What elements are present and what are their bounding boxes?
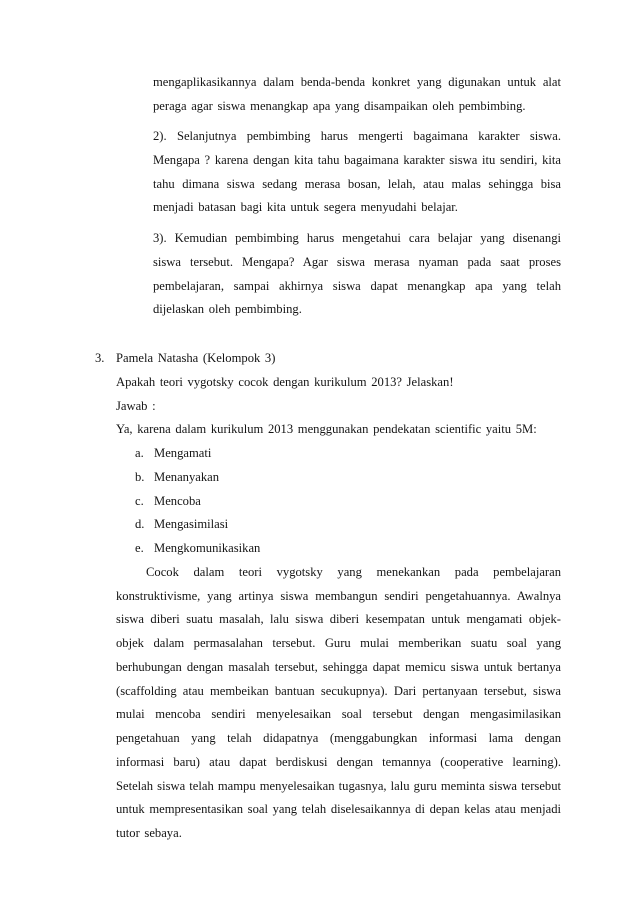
question-asker: Pamela Natasha (Kelompok 3): [116, 351, 276, 365]
paragraph-line: 2). Selanjutnya pembimbing harus mengerti bagaimana karakter siswa.: [153, 129, 561, 143]
list-marker: d.: [135, 517, 145, 532]
list-item-text: Mengamati: [154, 446, 212, 460]
paragraph-line: berhubungan dengan masalah tersebut, sehingga dapat memicu siswa untuk bertanya: [116, 659, 561, 674]
paragraph-line: (scaffolding atau membeikan bantuan secukupnya). Dari pertanyaan tersebut, siswa: [116, 683, 561, 698]
question-text: Apakah teori vygotsky cocok dengan kurikulum 2013? Jelaskan!: [116, 374, 454, 389]
question-number: 3.: [95, 351, 105, 365]
list-item: [135, 442, 561, 466]
list-item-text: Menanyakan: [154, 469, 220, 484]
paragraph-line: pembelajaran, sampai akhirnya siswa dapat menangkap apa yang telah: [153, 278, 561, 293]
answer-label: Jawab :: [116, 398, 156, 413]
list-marker: e.: [135, 541, 144, 555]
list-item: [135, 490, 561, 514]
list-item: [135, 537, 561, 561]
list-marker: c.: [135, 493, 144, 508]
paragraph-line: tutor sebaya.: [116, 826, 182, 840]
answer-intro: Ya, karena dalam kurikulum 2013 menggunakan pendekatan scientific yaitu 5M:: [116, 422, 537, 437]
paragraph-line: Setelah siswa telah mampu menyelesaikan tugasnya, lalu guru meminta siswa tersebut: [116, 778, 561, 793]
list-item-text: Mengkomunikasikan: [154, 541, 261, 555]
paragraph-line: pengetahuan yang telah didapatnya (menggabungkan informasi lama dengan: [116, 731, 561, 745]
paragraph-line: Cocok dalam teori vygotsky yang menekankan pada pembelajaran: [146, 564, 561, 579]
paragraph-line: untuk mempresentasikan soal yang telah diselesaikannya di depan kelas atau menjadi: [116, 802, 561, 817]
paragraph-line: mengaplikasikannya dalam benda-benda konkret yang digunakan untuk alat: [153, 75, 561, 89]
list-marker: a.: [135, 446, 144, 460]
list-item: [135, 513, 561, 537]
paragraph-line: menjadi batasan bagi kita untuk segera menyudahi belajar.: [153, 200, 458, 215]
list-item-text: Mengasimilasi: [154, 517, 229, 532]
question-header: [95, 347, 561, 371]
5m-steps-list: [95, 442, 561, 561]
paragraph-line: 3). Kemudian pembimbing harus mengetahui cara belajar yang disenangi: [153, 231, 561, 245]
paragraph-line: peraga agar siswa menangkap apa yang disampaikan oleh pembimbing.: [153, 98, 526, 113]
continuation-paragraph: [153, 71, 561, 119]
paragraph-line: siswa diberi suatu masalah, lalu siswa diberi kesempatan untuk mengamati objek-: [116, 612, 561, 627]
paragraph-line: tahu dimana siswa sedang merasa bosan, lelah, atau malas sehingga bisa: [153, 176, 561, 191]
paragraph-line: konstruktivisme, yang artinya siswa membangun sendiri pengetahuannya. Awalnya: [116, 588, 561, 603]
paragraph-line: siswa tersebut. Mengapa? Agar siswa merasa nyaman pada saat proses: [153, 254, 561, 269]
paragraph-line: Mengapa ? karena dengan kita tahu bagaimana karakter siswa itu sendiri, kita: [153, 152, 561, 167]
paragraph-line: informasi baru) atau dapat berdiskusi dengan temannya (cooperative learning).: [116, 754, 561, 769]
explanation-paragraph: [95, 561, 561, 846]
paragraph-line: objek dalam permasalahan tersebut. Guru mulai memberikan suatu soal yang: [116, 636, 561, 650]
paragraph-line: dijelaskan oleh pembimbing.: [153, 302, 302, 317]
paragraph-line: mulai mencoba sendiri menyelesaikan soal tersebut dengan mengasimilasikan: [116, 707, 561, 722]
question-3-item: [95, 347, 561, 846]
point-2-paragraph: [153, 125, 561, 220]
point-3-paragraph: [153, 227, 561, 322]
list-marker: b.: [135, 469, 145, 484]
list-item-text: Mencoba: [154, 493, 201, 508]
list-item: [135, 466, 561, 490]
